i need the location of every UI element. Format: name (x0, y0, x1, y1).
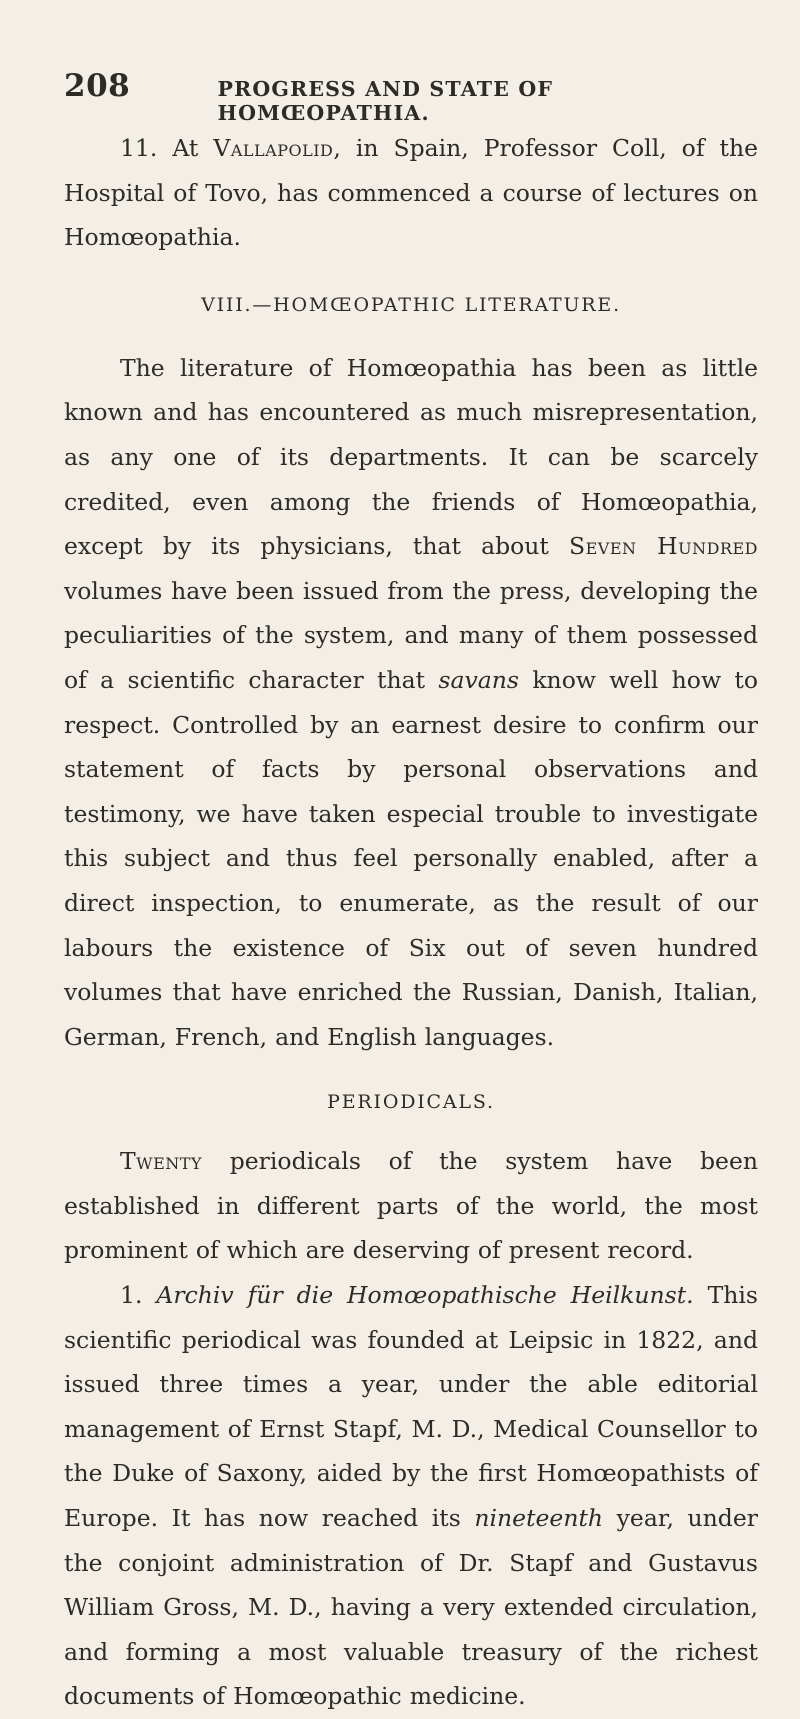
book-page (64, 68, 758, 1719)
item-number: 11. (120, 134, 158, 162)
emphasis-nineteenth: nineteenth (474, 1504, 604, 1533)
periodical-title: Archiv für die Homœopathische Heilkunst. (156, 1281, 694, 1310)
item-number: 1. (120, 1281, 143, 1310)
paragraph-item-1: 1. Archiv für die Homœopathische Heilkunst. This scientific periodical was founded at Leipsic in 1822, and issued three times a year, under the able editorial management of Ernst Stapf, M. D., Medical Counsellor to the Duke of Saxony, aided by the first Homœopathists of Europe. It has now reached its nineteenth year, under the conjoint administration of Dr. Stapf and Gustavus William Gross, M. D., having a very extended circulation, and forming a most valuable treasury of the richest documents of Homœopathic medicine. (64, 1281, 758, 1711)
page-number: 208 (64, 68, 131, 104)
paragraph-item-11: 11. At Vallapolid, in Spain, Professor Coll, of the Hospital of Tovo, has commenced a course of lectures on Homœopathia. (64, 134, 758, 252)
place-name: Vallapolid (213, 134, 334, 162)
running-title: PROGRESS AND STATE OF HOMŒOPATHIA. (217, 77, 554, 125)
section-heading: VIII.—HOMŒOPATHIC LITERATURE. (201, 293, 621, 316)
paragraph-literature: The literature of Homœopathia has been as little known and has encountered as much misrepresentation, as any one of its departments. It can be scarcely credited, even among the friends of Homœopathia, except by its physicians, that about Seven Hundred volumes have been issued from the press, developing the peculiarities of the system, and many of them possessed of a scientific character that savans know well how to respect. Controlled by an earnest desire to confirm our statement of facts by personal observations and testimony, we have taken especial trouble to investigate this subject and thus feel personally enabled, after a direct inspection, to enumerate, as the result of our labours the existence of Six out of seven hundred volumes that have enriched the Russian, Danish, Italian, German, French, and English languages. (64, 353, 758, 1051)
emphasis-twenty: Twenty (120, 1147, 203, 1176)
periodicals-heading: PERIODICALS. (327, 1091, 495, 1114)
running-head (64, 68, 758, 125)
emphasis-seven-hundred: Seven Hundred (569, 532, 758, 561)
emphasis-savans: savans (438, 665, 519, 694)
paragraph-periodicals: Twenty periodicals of the system have been established in different parts of the world, the most prominent of which are deserving of present record. (64, 1147, 758, 1265)
